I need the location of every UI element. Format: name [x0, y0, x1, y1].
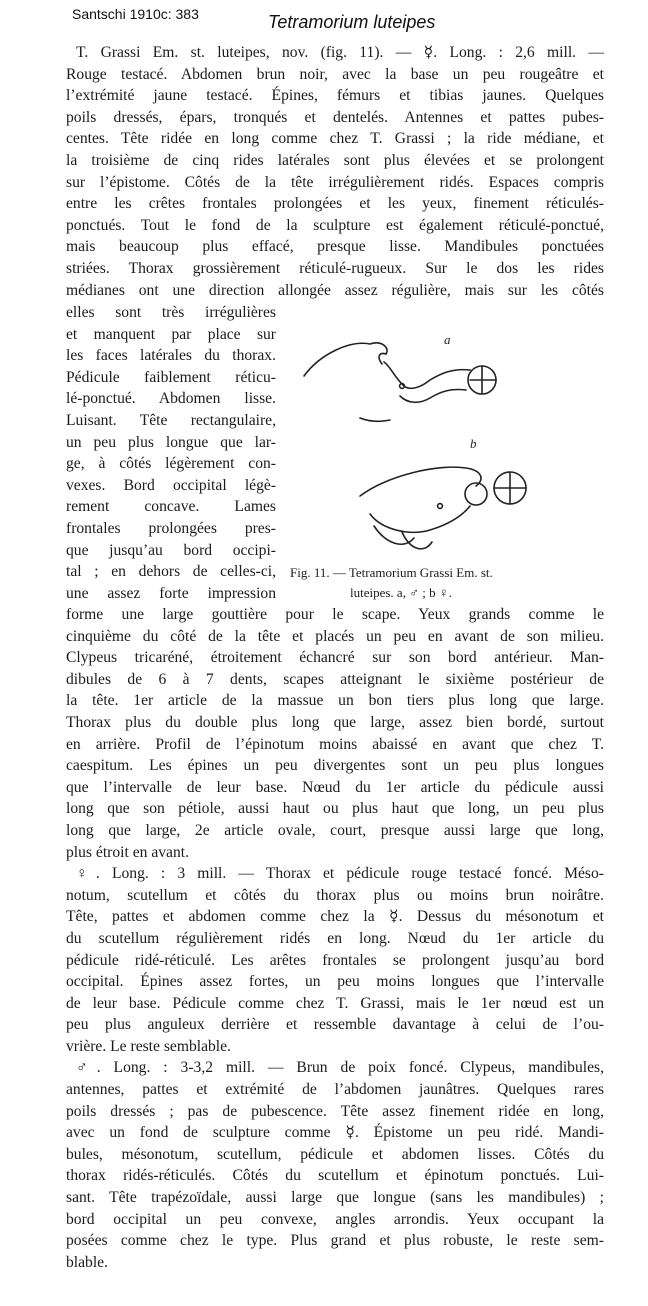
text-line: occipital. Épines assez fortes, un peu moins longues que l’intervalle: [66, 973, 604, 991]
text-line: posées comme chez le type. Plus grand et plus robuste, le reste sem-: [66, 1232, 604, 1250]
male-body-outline: [384, 362, 470, 388]
text-line: sur l’épistome. Côtés de la tête irrégulièrement ridés. Espaces compris: [66, 173, 604, 191]
text-line: un peu plus longue que lar-: [66, 433, 276, 451]
text-line: la troisième de cinq rides latérales sont plus élevées et se prolongent: [66, 151, 604, 169]
text-line: striées. Thorax grossièrement réticulé-rugueux. Sur le dos les rides: [66, 259, 604, 277]
text-line: vexes. Bord occipital légè-: [66, 476, 276, 494]
female-body-outline: [360, 467, 481, 496]
text-line: frontales prolongées pres-: [66, 519, 276, 537]
citation-header: Santschi 1910c: 383: [72, 6, 199, 22]
text-line: une assez forte impression: [66, 584, 276, 602]
text-line: Tête, pattes et abdomen comme chez la ☿. Dessus du mésonotum et: [66, 908, 604, 926]
text-line: caespitum. Les épines un peu divergentes sont un peu plus longues: [66, 757, 604, 775]
female-thorax-outline: [370, 506, 470, 532]
text-line: notum, scutellum et côtés du thorax plus ou moins brun noirâtre.: [66, 886, 604, 904]
text-line: mais beaucoup plus effacé, presque lisse. Mandibules ponctuées: [66, 238, 604, 256]
text-line: T. Grassi Em. st. luteipes, nov. (fig. 11). — ☿. Long. : 2,6 mill. —: [76, 44, 604, 61]
text-line: et manquent par place sur: [66, 325, 276, 343]
text-line: bules, mésonotum, scutellum, pédicule et abdomen lisses. Côtés du: [66, 1145, 604, 1163]
text-line: médianes ont une direction allongée assez régulière, mais sur les côtés: [66, 281, 604, 299]
text-line: avec un fond de sculpture comme ☿. Épistome un peu ridé. Mandi-: [66, 1124, 604, 1142]
text-line: vrière. Le reste semblable.: [66, 1037, 231, 1055]
text-line: forme une large gouttière pour le scape. Yeux grands comme le: [66, 606, 604, 623]
text-line: poils dressés, épars, tronqués et dentelés. Antennes et pattes pubes-: [66, 108, 604, 126]
text-line: la tête. 1er article de la massue un bon tiers plus long que large.: [66, 692, 604, 710]
text-line: Luisant. Tête rectangulaire,: [66, 411, 276, 429]
text-line: bord occipital un peu convexe, angles arrondis. Yeux occupant la: [66, 1210, 604, 1228]
figure-caption: [290, 563, 602, 603]
male-head-outline: [304, 343, 387, 376]
text-line: pédicule ridé-réticulé. Les arêtes frontales se prolongent jusqu’au bord: [66, 951, 604, 969]
text-line: antennes, pattes et extrémité de l’abdomen jaunâtres. Quelques rares: [66, 1081, 604, 1099]
text-line: Thorax plus du double plus long que large, assez bien bordé, surtout: [66, 713, 604, 731]
text-line: que l’intervalle de leur base. Nœud du 1er article du pédicule aussi: [66, 778, 604, 796]
text-line: entre les crêtes frontales prolongées et les yeux, finement réticulés-: [66, 195, 604, 213]
text-line: plus étroit en avant.: [66, 843, 189, 861]
text-line: tal ; en dehors de celles-ci,: [66, 563, 276, 581]
body-text-top: [66, 42, 604, 301]
figure-caption-line-2: luteipes. a, ♂ ; b ♀.: [350, 585, 452, 600]
ant-profile-drawings: [290, 318, 606, 563]
male-wing: [360, 418, 390, 421]
figure-11: [290, 318, 606, 598]
text-line: elles sont très irrégulières: [66, 304, 276, 321]
text-line: blable.: [66, 1253, 108, 1271]
text-line: dibules de 6 à 7 dents, scapes atteignant le sixième postérieur de: [66, 670, 604, 688]
body-text-narrow: [66, 302, 276, 604]
text-line: cinquième du côté de la tête et placés un peu en avant de son milieu.: [66, 627, 604, 645]
figure-label-b: b: [470, 436, 477, 451]
female-eye: [438, 504, 443, 509]
text-line: ge, à côtés légèrement con-: [66, 455, 276, 473]
text-line: de leur base. Pédicule comme chez T. Grassi, mais le 1er nœud est un: [66, 994, 604, 1012]
female-legs: [374, 526, 432, 549]
text-line: en arrière. Profil de l’épinotum moins abaissé en avant que chez T.: [66, 735, 604, 753]
male-lower-outline: [400, 389, 466, 402]
text-line: ♂. Long. : 3-3,2 mill. — Brun de poix foncé. Clypeus, mandibules,: [76, 1059, 604, 1077]
text-line: l’extrémité jaune testacé. Épines, fémurs et tibias jaunes. Quelques: [66, 87, 604, 105]
text-line: Rouge testacé. Abdomen brun noir, avec la base un peu rougeâtre et: [66, 65, 604, 83]
text-line: du scutellum régulièrement ridés en long. Nœud du 1er article du: [66, 929, 604, 947]
text-line: ponctués. Tout le fond de la sculpture est également réticulé-ponctué,: [66, 216, 604, 234]
figure-caption-line-1: Fig. 11. — Tetramorium Grassi Em. st.: [290, 565, 493, 580]
text-line: Clypeus tricaréné, étroitement échancré sur son bord antérieur. Man-: [66, 649, 604, 667]
text-line: centes. Tête ridée en long comme chez T. Grassi ; la ride médiane, et: [66, 130, 604, 148]
text-line: long que son pétiole, aussi haut ou plus haut que long, un peu plus: [66, 800, 604, 818]
text-line: long que large, 2e article ovale, court, presque aussi large que long,: [66, 821, 604, 839]
male-eye: [400, 384, 405, 389]
text-line: peu plus anguleux derrière et ressemble davantage à celui de l’ou-: [66, 1016, 604, 1034]
text-line: que jusqu’au bord occipi-: [66, 541, 276, 559]
text-line: rement concave. Lames: [66, 498, 276, 516]
text-line: Pédicule faiblement réticu-: [66, 368, 276, 386]
text-line: sant. Tête trapézoïdale, aussi large que longue (sans les mandibules) ;: [66, 1189, 604, 1207]
text-line: thorax ridés-réticulés. Côtés du scutellum et épinotum ponctués. Lui-: [66, 1167, 604, 1185]
text-line: ♀. Long. : 3 mill. — Thorax et pédicule rouge testacé foncé. Méso-: [76, 865, 604, 883]
body-text-bottom: [66, 604, 604, 1273]
page-title: Tetramorium luteipes: [268, 12, 436, 32]
text-line: lé-ponctué. Abdomen lisse.: [66, 390, 276, 408]
text-line: poils dressés ; pas de pubescence. Tête assez finement ridée en long,: [66, 1102, 604, 1120]
text-line: les faces latérales du thorax.: [66, 347, 276, 365]
figure-label-a: a: [444, 332, 451, 347]
